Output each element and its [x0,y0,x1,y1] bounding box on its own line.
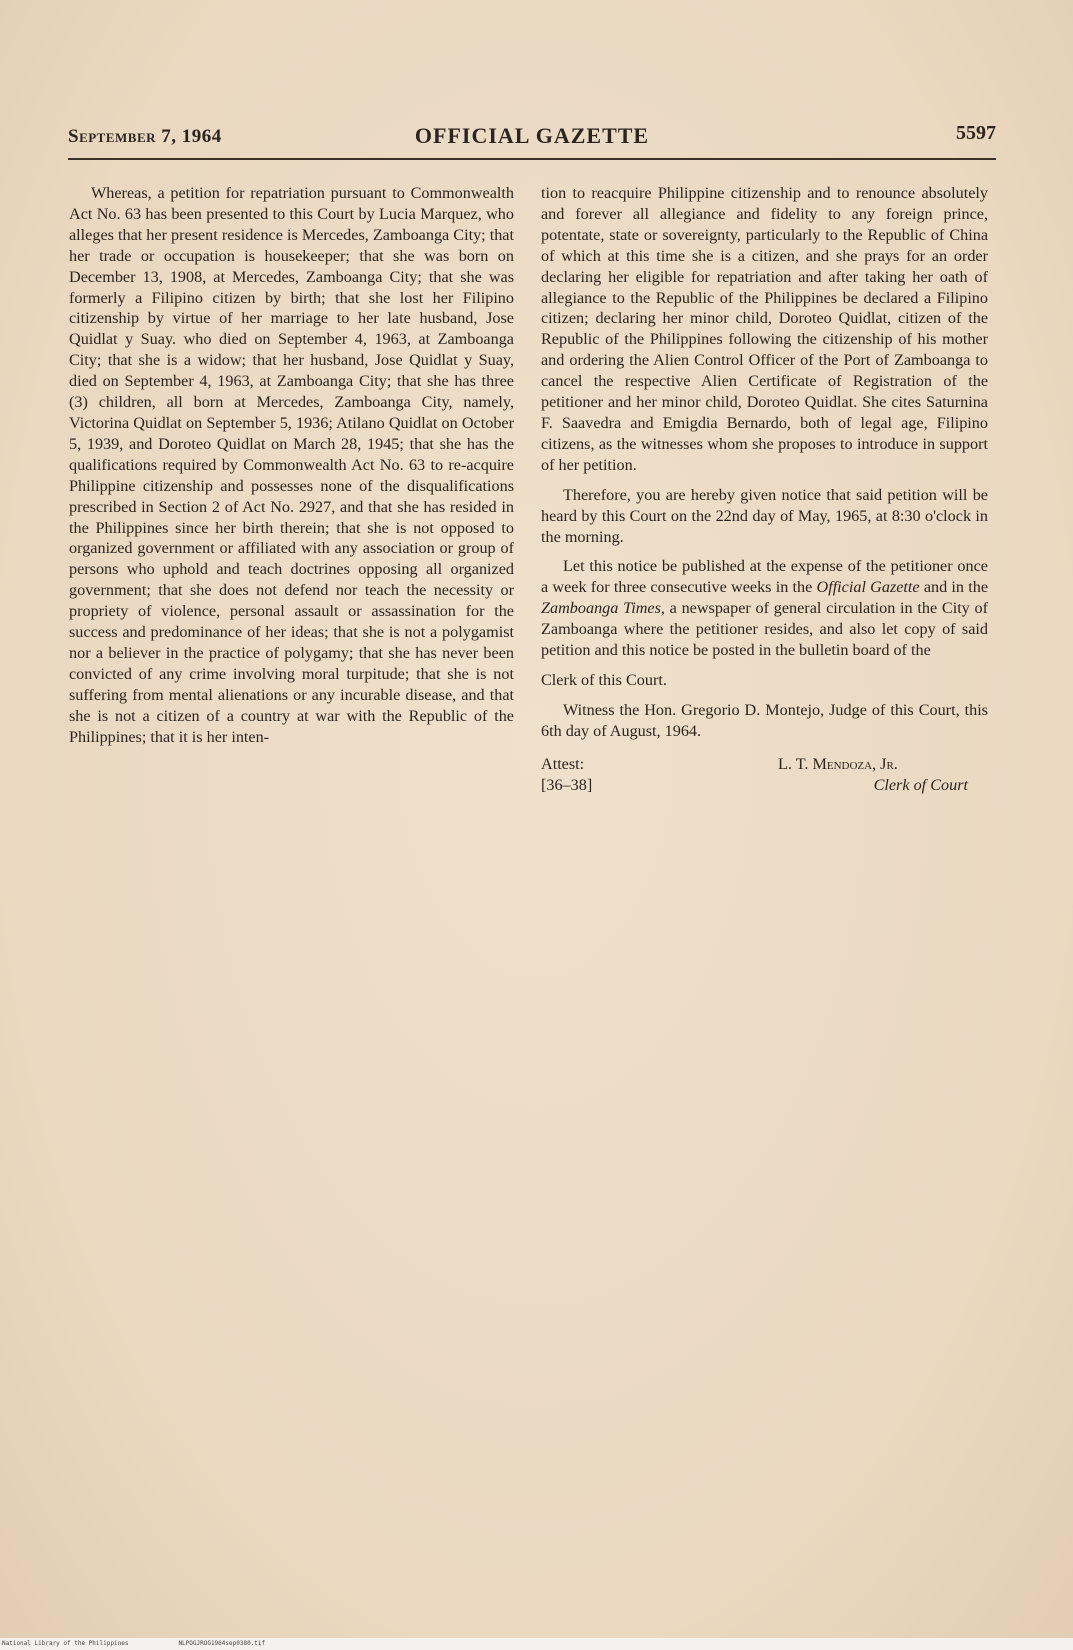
header-date-text: September 7, 1964 [68,126,222,147]
clerk-signature [766,754,988,796]
clerk-title: Clerk of Court [873,775,968,794]
page-header [68,122,996,156]
publication-last-line: Clerk of this Court. [541,670,667,689]
zamboanga-times-name: Zamboanga Times [541,599,661,618]
right-column [541,183,988,802]
reference-number: [36–38] [541,775,593,794]
attest-block [541,754,592,796]
signature-area [541,754,988,802]
petition-paragraph: Whereas, a petition for repatriation pursuant to Commonwealth Act No. 63 has been presented to this Court by Lucia Marquez, who alleges that her present residence is Mercedes, Zamboanga City; that her trade or occupation is housekeeper; that she was born on December 13, 1908, at Mercedes, Zamboanga City; that she was formerly a Filipino citizen by birth; that she lost her Filipino citizenship by virtue of her marriage to her late husband, Jose Quidlat y Suay. who died on September 4, 1963, at Zamboanga City; that she is a widow; that her husband, Jose Quidlat y Suay, died on September 4, 1963, at Zamboanga City; that she has three (3) children, all born at Mercedes, Zamboanga City, namely, Victorina Quidlat on September 5, 1936; Atilano Quidlat on October 5, 1939, and Doroteo Quidlat on March 28, 1945; that she has the qualifications required by Commonwealth Act No. 63 to re-acquire Philippine citizenship and possesses none of the disqualifications prescribed in Section 2 of Act No. 2927, and that she has resided in the Philippines since her birth therein; that she is not opposed to organized government or affiliated with any association or group of persons who uphold and teach doctrines opposing all organized government; that she does not defend nor teach the necessity or propriety of violence, personal assault or assassination for the success and predominance of her ideas; that she is not a polygamist nor a believer in the practice of polygamy; that she has never been convicted of any crime involving moral turpitude; that she is not suffering from mental alienations or any incurable disease, and that she is not a citizen of a country at war with the Republic of the Philippines; that it is her inten- [69,184,514,746]
clerk-name-text: L. T. Mendoza, Jr. [778,754,898,773]
publication-paragraph [541,556,988,661]
scan-filename: NLPOGJROG1964sep0380.tif [178,1640,266,1647]
official-gazette-name: Official Gazette [816,578,920,597]
witness-paragraph: Witness the Hon. Gregorio D. Montejo, Judge of this Court, this 6th day of August, 1964. [541,700,988,740]
publication-text-1: Let this notice be published at the expense of the petitioner once a week for three consecutive weeks in the [541,557,988,597]
left-column [69,183,514,747]
attest-label: Attest: [541,754,585,773]
library-credit: National Library of the Philippines [2,1640,129,1647]
petition-continuation: tion to reacquire Philippine citizenship and to renounce absolutely and forever all allegiance and fidelity to any foreign prince, potentate, state or sovereignty, particularly to the Republic of China of which at this time she is a citizen, and she prays for an order declaring her eligible for repatriation and after taking her oath of allegiance to the Republic of the Philippines be declared a Filipino citizen; declaring her minor child, Doroteo Quidlat, citizen of the Republic of the Philippines following the citizenship of his mother and ordering the Alien Control Officer of the Port of Zamboanga to cancel the respective Alien Certificate of Registration of the petitioner and her minor child, Doroteo Quidlat. She cites Saturnina F. Saavedra and Emigdia Bernardo, both of legal age, Filipino citizens, as the witnesses whom she proposes to introduce in support of her petition. [541,184,988,474]
publication-text-3: , a newspaper of general circulation in the City of Zamboanga where the petitioner resides, and also let copy of said petition and this notice be posted in the bulletin board of the [541,599,988,660]
notice-paragraph: Therefore, you are hereby given notice that said petition will be heard by this Court on the 22nd day of May, 1965, at 8:30 o'clock in the morning. [541,485,988,546]
header-rule [68,158,996,160]
page-number: 5597 [956,122,996,144]
clerk-name [766,754,988,775]
header-title: OFFICIAL GAZETTE [414,123,650,148]
publication-text-2: and in the [919,578,989,597]
scan-footer [0,1638,1073,1650]
